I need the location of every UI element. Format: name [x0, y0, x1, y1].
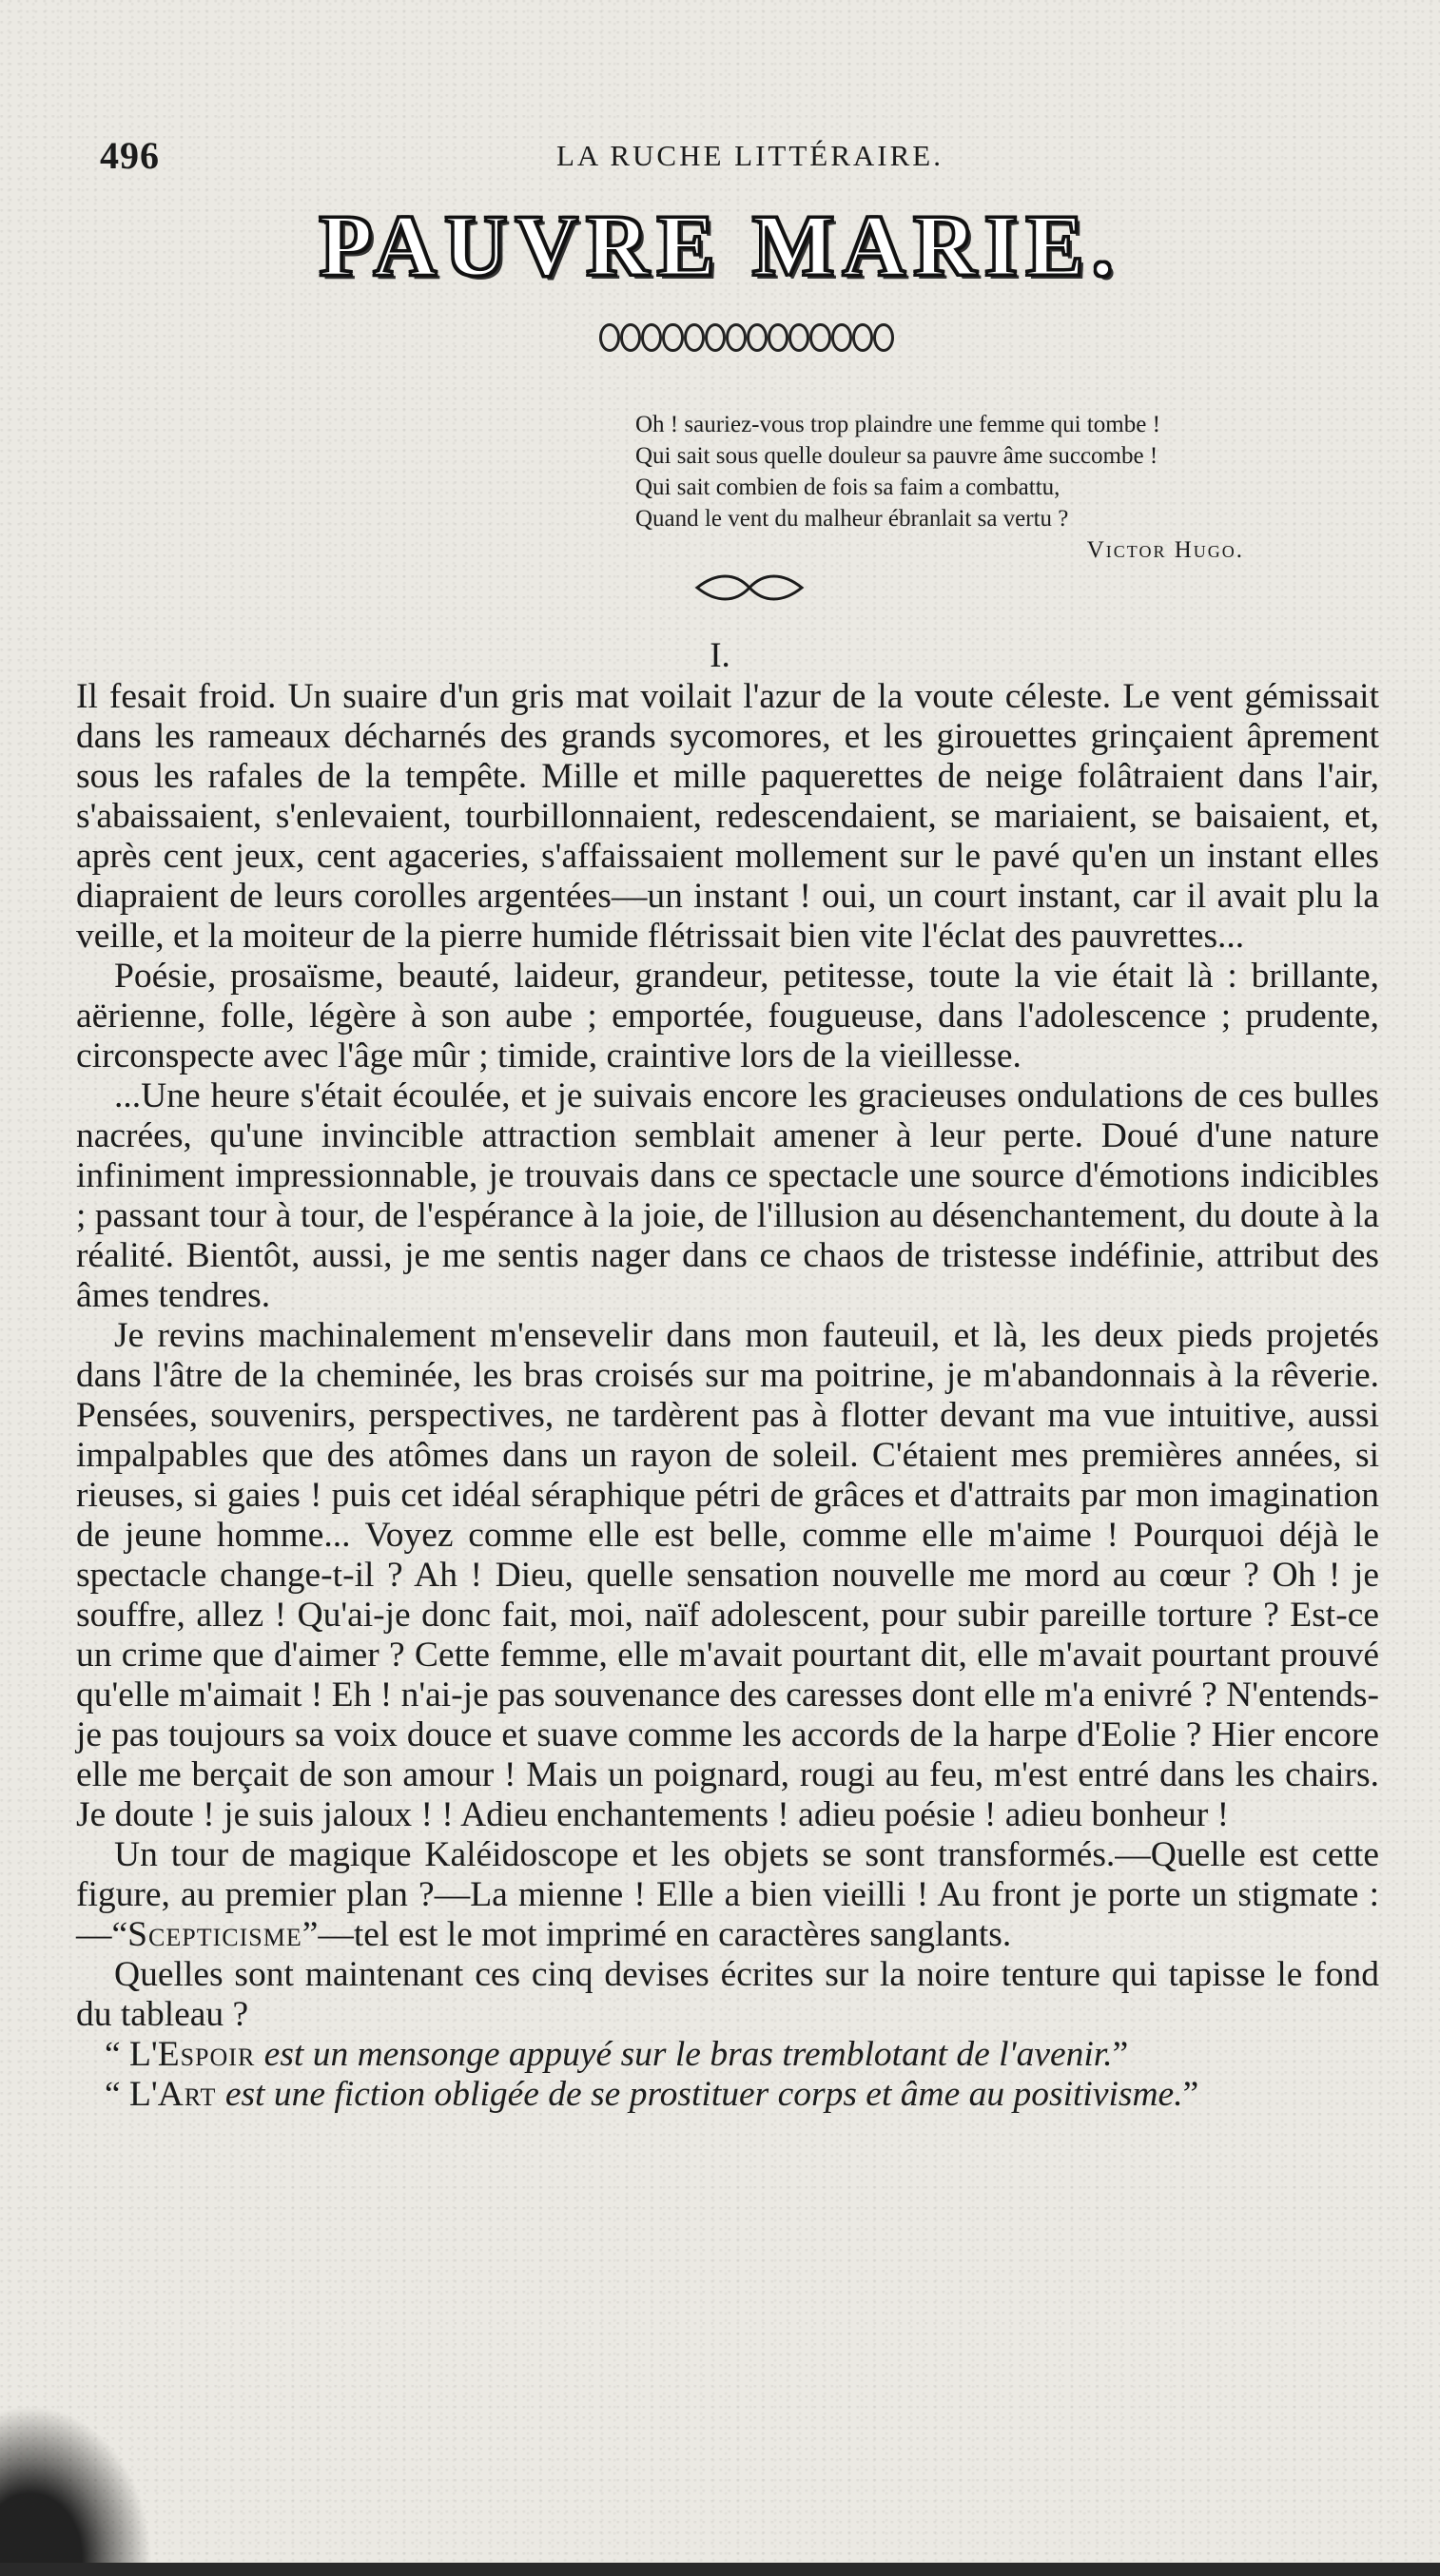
epigraph-line: Oh ! sauriez-vous trop plaindre une femme qui tombe ! [635, 412, 1160, 437]
section-number: I. [710, 636, 730, 675]
text-run: ”—tel est le mot imprimé en caractères sanglants. [302, 1915, 1012, 1954]
flourish-ornament [692, 571, 807, 605]
smallcaps-word: Art [157, 2075, 217, 2114]
epigraph-line: Qui sait combien de fois sa faim a combattu, [635, 475, 1061, 500]
paragraph: Je revins machinalement m'ensevelir dans mon fauteuil, et là, les deux pieds projetés dans l'âtre de la cheminée, les bras croisés sur ma poitrine, je m'abandonnais à la rêverie. Pensées, souvenirs, perspectives, ne tardèrent pas à flotter devant ma vue intuitive, aussi impalpables que des atômes dans un rayon de soleil. C'étaient mes premières années, si rieuses, si gaies ! puis cet idéal séraphique pétri de grâces et d'attraits par mon imagination de jeune homme... Voyez comme elle est belle, comme elle m'aime ! Pourquoi déjà le spectacle change-t-il ? Ah ! Dieu, quelle sensation nouvelle me mord au cœur ? Oh ! je souffre, allez ! Qu'ai-je donc fait, moi, naïf adolescent, pour subir pareille torture ? Est-ce un crime que d'aimer ? Cette femme, elle m'avait pourtant dit, elle m'avait pourtant prouvé qu'elle m'aimait ! Eh ! n'ai-je pas souvenance des caresses dont elle m'a enivré ? N'entends-je pas toujours sa voix douce et suave comme les accords de la harpe d'Eolie ? Hier encore elle me berçait de son amour ! Mais un poignard, rougi au feu, m'est entré dans les chairs. Je doute ! je suis jaloux ! ! Adieu enchantements ! adieu poésie ! adieu bonheur ! [76, 1316, 1379, 1834]
paragraph: ...Une heure s'était écoulée, et je suivais encore les gracieuses ondulations de ces bulles nacrées, qu'une invincible attraction semblait amener à leur perte. Doué d'une nature infiniment impressionnable, je trouvais dans ce spectacle une source d'émotions indicibles ; passant tour à tour, de l'espérance à la joie, de l'illusion au désenchantement, du doute à la réalité. Bientôt, aussi, je me sentis nager dans ce chaos de tristesse indéfinie, attribut des âmes tendres. [76, 1076, 1379, 1315]
scan-edge [0, 2563, 1440, 2576]
text-run: Un tour de magique Kaléidoscope et les objets se sont transformés.—Quelle est cette figure, au premier plan ?—La mienne ! Elle a bien vieilli ! Au front je porte un stigmate :—“ [76, 1835, 1379, 1954]
text-run: ” [1112, 2035, 1129, 2074]
text-run: ” [1182, 2075, 1199, 2114]
italic-run: est un mensonge appuyé sur le bras tremblotant de l'avenir. [255, 2035, 1113, 2074]
epigraph-line: Qui sait sous quelle douleur sa pauvre âme succombe ! [635, 443, 1158, 469]
paragraph: Poésie, prosaïsme, beauté, laideur, grandeur, petitesse, toute la vie était là : brillante, aërienne, folle, légère à son aube ; emportée, fougueuse, dans l'adolescence ; prudente, circonspecte avec l'âge mûr ; timide, craintive lors de la vieillesse. [76, 957, 1379, 1075]
story-title: PAUVRE MARIE. [319, 197, 1121, 294]
epigraph [635, 409, 1358, 566]
page-number: 496 [100, 134, 160, 177]
epigraph-line: Quand le vent du malheur ébranlait sa vertu ? [635, 506, 1069, 532]
quote-line [76, 2035, 1379, 2075]
paragraph [76, 1835, 1379, 1955]
quote-line [76, 2075, 1379, 2115]
running-header [100, 133, 1374, 181]
story-body [76, 677, 1379, 2115]
italic-run: est une fiction obligée de se prostituer corps et âme au positivisme. [216, 2075, 1183, 2114]
text-run: “ L' [105, 2075, 158, 2114]
ornament-divider [599, 319, 894, 357]
journal-title: LA RUCHE LITTÉRAIRE. [556, 139, 944, 172]
scan-smudge [0, 2405, 152, 2576]
smallcaps-word: Espoir [157, 2035, 256, 2074]
paragraph: Il fesait froid. Un suaire d'un gris mat voilait l'azur de la voute céleste. Le vent gémissait dans les rameaux décharnés des grands sycomores, et les girouettes grinçaient âprement sous les rafales de la tempête. Mille et mille paquerettes de neige folâtraient dans l'air, s'abaissaient, s'enlevaient, tourbillonnaient, redescendaient, se mariaient, se baisaient, et, après cent jeux, cent agaceries, s'affaissaient mollement sur le pavé qu'en un instant elles diapraient de leurs corolles argentées—un instant ! oui, un court instant, car il avait plu la veille, et la moiteur de la pierre humide flétrissait bien vite l'éclat des pauvrettes... [76, 677, 1379, 956]
epigraph-author: Victor Hugo. [1086, 537, 1244, 563]
smallcaps-word: Scepticisme [127, 1915, 302, 1954]
paragraph: Quelles sont maintenant ces cinq devises écrites sur la noire tenture qui tapisse le fond du tableau ? [76, 1955, 1379, 2034]
text-run: “ L' [105, 2035, 158, 2074]
